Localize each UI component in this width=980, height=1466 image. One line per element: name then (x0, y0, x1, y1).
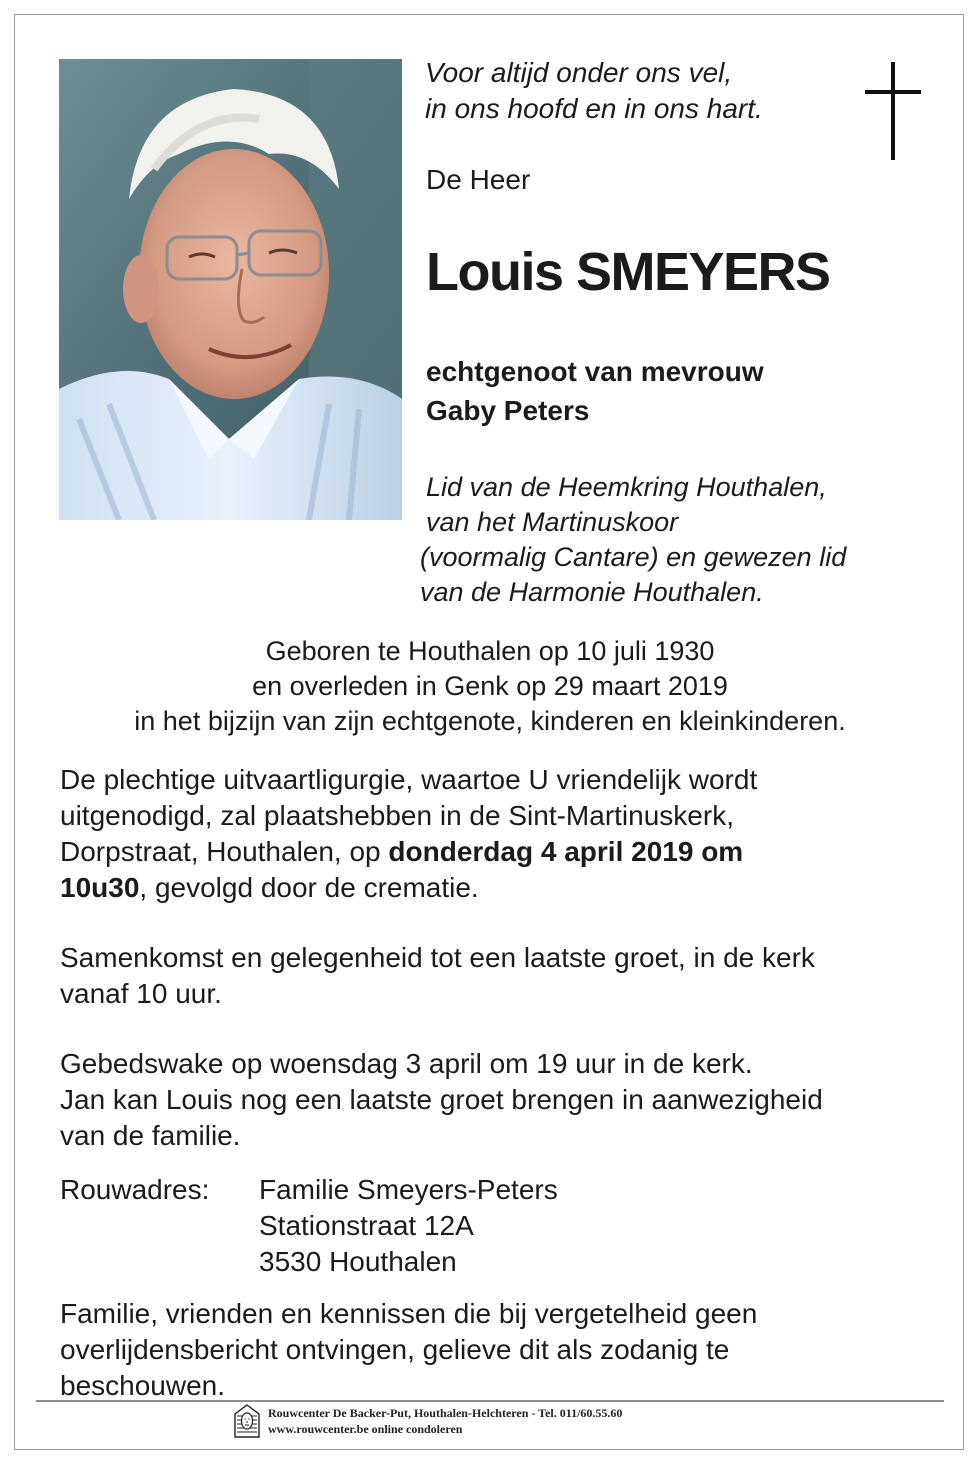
gathering-info (60, 940, 815, 1012)
gathering-line: vanaf 10 uur. (60, 978, 222, 1009)
ceremony-date: donderdag 4 april 2019 om (388, 836, 744, 867)
address-line: Familie Smeyers-Peters (259, 1174, 558, 1205)
spouse-line: echtgenoot van mevrouw (426, 356, 764, 387)
ceremony-text: , gevolgd door de crematie. (139, 872, 479, 903)
gathering-line: Samenkomst en gelegenheid tot een laatste groet, in de kerk (60, 942, 815, 973)
vigil-line: Gebedswake op woensdag 3 april om 19 uur in de kerk. (60, 1048, 753, 1079)
ceremony-line: De plechtige uitvaartligurgie, waartoe U vriendelijk wordt (60, 764, 758, 795)
sphinx-logo-icon (232, 1404, 262, 1443)
ceremony-line (60, 834, 757, 870)
cross-icon (865, 62, 921, 165)
footer-divider (36, 1400, 944, 1402)
memorial-quote (425, 55, 763, 127)
quote-line: in ons hoofd en in ons hart. (425, 93, 763, 124)
spouse-line: Gaby Peters (426, 395, 590, 426)
birth-line: Geboren te Houthalen op 10 juli 1930 (265, 636, 715, 666)
honorific: De Heer (426, 164, 531, 195)
mourning-address (259, 1172, 558, 1280)
address-line: Stationstraat 12A (259, 1210, 474, 1241)
presence-line: in het bijzijn van zijn echtgenote, kinderen en kleinkinderen. (134, 706, 846, 736)
quote-line: Voor altijd onder ons vel, (425, 57, 733, 88)
footer-text (268, 1405, 622, 1437)
vigil-line: Jan kan Louis nog een laatste groet brengen in aanwezigheid (60, 1084, 823, 1115)
closing-note (60, 1296, 757, 1404)
ceremony-line: uitgenodigd, zal plaatshebben in de Sint-Martinuskerk, (60, 800, 734, 831)
closing-line: beschouwen. (60, 1370, 226, 1401)
vigil-line: van de familie. (60, 1120, 241, 1151)
membership-line: van het Martinuskoor (426, 507, 679, 537)
membership-line: van de Harmonie Houthalen. (420, 577, 764, 607)
portrait-photo (59, 59, 402, 520)
birth-death-info (36, 634, 944, 739)
death-line: en overleden in Genk op 29 maart 2019 (252, 671, 728, 701)
closing-line: overlijdensbericht ontvingen, gelieve dit als zodanig te (60, 1334, 730, 1365)
address-label: Rouwadres: (60, 1174, 210, 1205)
deceased-name: Louis SMEYERS (426, 242, 830, 302)
ceremony-line (60, 870, 757, 906)
membership-line: Lid van de Heemkring Houthalen, (426, 472, 827, 502)
membership-line: (voormalig Cantare) en gewezen lid (420, 542, 847, 572)
address-line: 3530 Houthalen (259, 1246, 457, 1277)
vigil-info (60, 1046, 823, 1154)
footer-contact: Rouwcenter De Backer-Put, Houthalen-Helchteren - Tel. 011/60.55.60 (268, 1406, 623, 1420)
membership-info (418, 470, 846, 610)
ceremony-info (60, 762, 757, 906)
footer-website[interactable]: www.rouwcenter.be online condoleren (268, 1422, 463, 1436)
closing-line: Familie, vrienden en kennissen die bij vergetelheid geen (60, 1298, 758, 1329)
ceremony-time: 10u30 (60, 872, 140, 903)
ceremony-text: Dorpstraat, Houthalen, op (60, 836, 389, 867)
spouse-info (426, 352, 764, 430)
